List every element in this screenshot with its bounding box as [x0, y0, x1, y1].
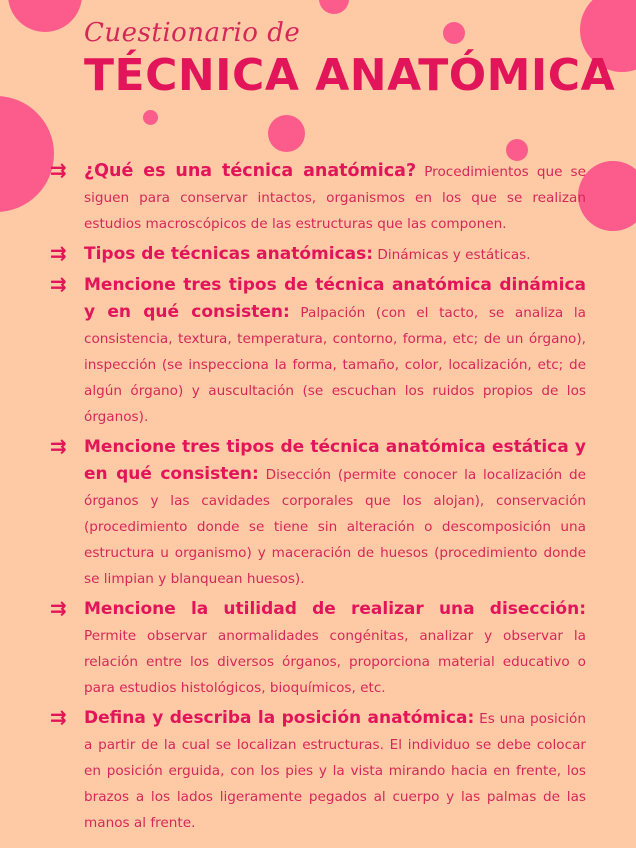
questionnaire [50, 158, 586, 840]
question-item [50, 705, 586, 836]
question-paragraph [84, 434, 586, 592]
answer-text: Palpación (con el tacto, se analiza la consistencia, textura, temperatura, contorno, forma, etc; de un órgano), inspección (se inspecciona la forma, tamaño, color, localización, etc; de algún órgano) y auscultación (se escuchan los ruidos propios de los órganos). [84, 305, 586, 425]
arrow-icon: ⇉ [50, 241, 67, 265]
arrow-icon: ⇉ [50, 705, 67, 729]
question-paragraph [84, 596, 586, 701]
question-paragraph [84, 158, 586, 237]
decorative-dot [143, 110, 158, 125]
question-text: Mencione tres tipos de técnica anatómica dinámica y en qué consisten: [84, 275, 586, 322]
question-item [50, 272, 586, 430]
question-text: Tipos de técnicas anatómicas: [84, 244, 374, 264]
answer-text: Permite observar anormalidades congénitas, analizar y observar la relación entre los diversos órganos, proporciona material educativo o para estudios histológicos, bioquímicos, etc. [84, 628, 586, 696]
decorative-dot [8, 0, 82, 32]
question-item [50, 434, 586, 592]
decorative-dot [268, 115, 305, 152]
arrow-icon: ⇉ [50, 158, 67, 182]
page-subtitle: Cuestionario de [84, 18, 301, 48]
question-text: Defina y describa la posición anatómica: [84, 708, 475, 728]
decorative-dot [0, 96, 54, 212]
decorative-dot [578, 161, 636, 231]
question-paragraph [84, 241, 586, 268]
decorative-dot [443, 22, 465, 44]
question-text: Mencione tres tipos de técnica anatómica estática y en qué consisten: [84, 437, 586, 484]
answer-text: Es una posición a partir de la cual se localizan estructuras. El individuo se debe colocar en posición erguida, con los pies y la vista mirando hacia en frente, los brazos a los lados ligeramente pegados al cuerpo y las palmas de las manos al frente. [84, 711, 586, 831]
question-paragraph [84, 272, 586, 430]
question-paragraph [84, 705, 586, 836]
question-item [50, 158, 586, 237]
arrow-icon: ⇉ [50, 272, 67, 296]
arrow-icon: ⇉ [50, 596, 67, 620]
decorative-dot [319, 0, 349, 14]
answer-text: Dinámicas y estáticas. [377, 247, 531, 263]
question-text: Mencione la utilidad de realizar una disección: [84, 599, 586, 619]
arrow-icon: ⇉ [50, 434, 67, 458]
answer-text: Procedimientos que se siguen para conservar intactos, organismos en los que se realizan estudios macroscópicos de las estructuras que las componen. [84, 164, 586, 232]
question-text: ¿Qué es una técnica anatómica? [84, 161, 417, 181]
answer-text: Disección (permite conocer la localización de órganos y las cavidades corporales que los alojan), conservación (procedimiento donde se tiene sin alteración o descomposición una estructura u organismo) y maceración de huesos (procedimiento donde se limpian y blanquean huesos). [84, 467, 586, 587]
question-item [50, 596, 586, 701]
page-title: TÉCNICA ANATÓMICA [84, 50, 616, 101]
question-item [50, 241, 586, 268]
